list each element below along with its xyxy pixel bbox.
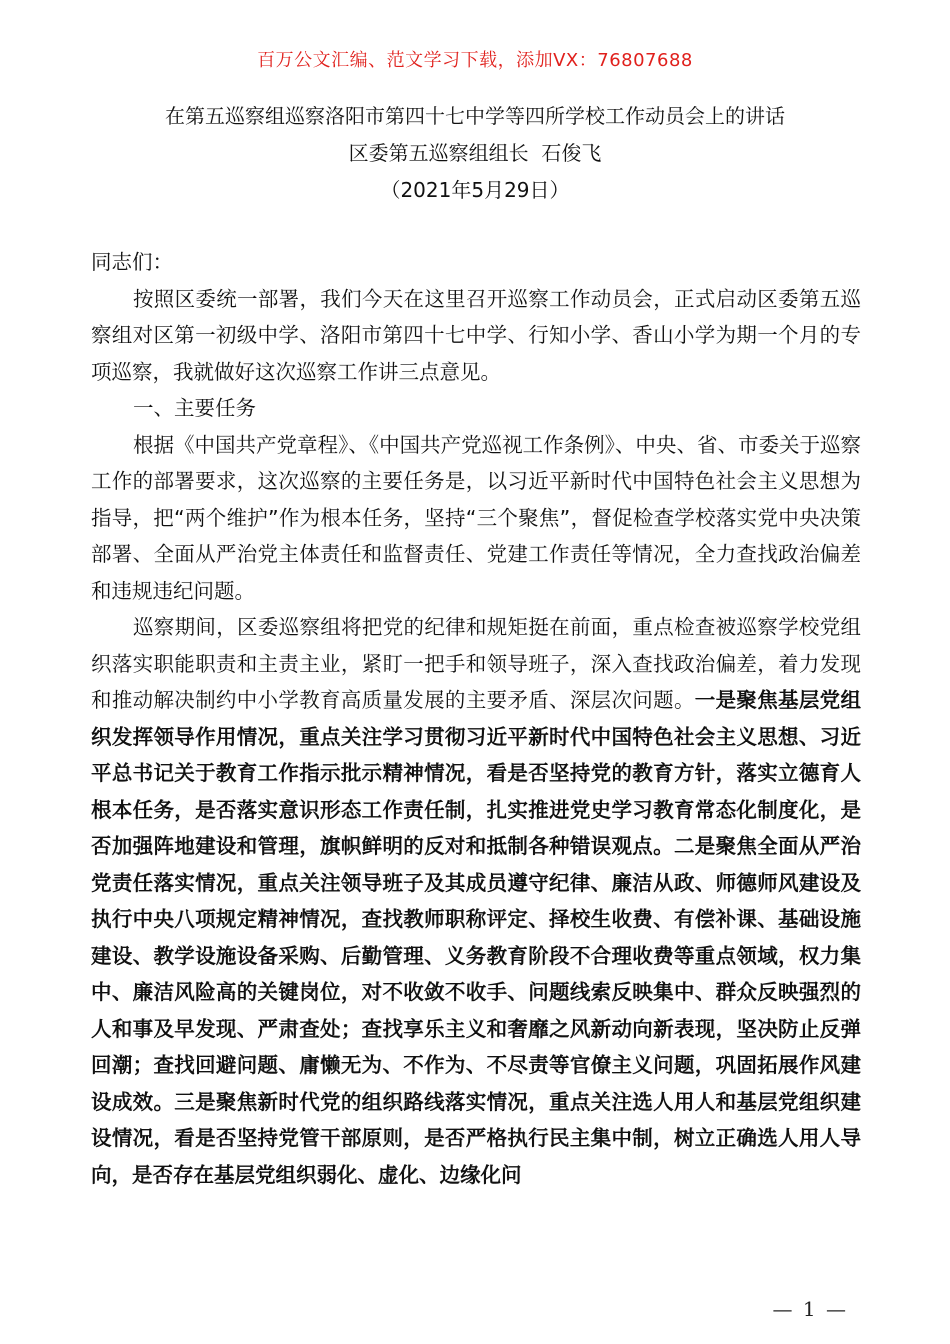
paragraph-inspection-intro: 巡察期间，区委巡察组将把党的纪律和规矩挺在前面，重点检查被巡察学校党组织落实职能职责和主责主业，紧盯一把手和领导班子，深入查找政治偏差，着力发现和推动解决制约中小学教育高质量发展的主要矛盾、深层次问题。 bbox=[91, 615, 861, 712]
speech-body bbox=[91, 244, 861, 1193]
speaker-line: 区委第五巡察组组长 石俊飞 bbox=[348, 141, 602, 165]
paragraph-three-focus-points: 一是聚焦基层党组织发挥领导作用情况，重点关注学习贯彻习近平新时代中国特色社会主义思想、习近平总书记关于教育工作指示批示精神情况，看是否坚持党的教育方针，落实立德育人根本任务，是否落实意识形态工作责任制，扎实推进党史学习教育常态化制度化，是否加强阵地建设和管理，旗帜鲜明的反对和抵制各种错误观点。二是聚焦全面从严治党责任落实情况，重点关注领导班子及其成员遵守纪律、廉洁从政、师德师风建设及执行中央八项规定精神情况，查找教师职称评定、择校生收费、有偿补课、基础设施建设、教学设施设备采购、后勤管理、义务教育阶段不合理收费等重点领域，权力集中、廉洁风险高的关键岗位，对不收敛不收手、问题线索反映集中、群众反映强烈的人和事及早发现、严肃查处；查找享乐主义和奢靡之风新动向新表现，坚决防止反弹回潮；查找回避问题、庸懒无为、不作为、不尽责等官僚主义问题，巩固拓展作风建设成效。三是聚焦新时代党的组织路线落实情况，重点关注选人用人和基层党组织建设情况，看是否坚持党管干部原则，是否严格执行民主集中制，树立正确选人用人导向，是否存在基层党组织弱化、虚化、边缘化问 bbox=[91, 688, 862, 1187]
section-heading-main-tasks: 一、主要任务 bbox=[133, 396, 256, 420]
paragraph-intro: 按照区委统一部署，我们今天在这里召开巡察工作动员会，正式启动区委第五巡察组对区第一初级中学、洛阳市第四十七中学、行知小学、香山小学为期一个月的专项巡察，我就做好这次巡察工作讲三点意见。 bbox=[91, 286, 861, 384]
salutation: 同志们： bbox=[91, 250, 173, 274]
paragraph-tasks: 根据《中国共产党章程》、《中国共产党巡视工作条例》、中央、省、市委关于巡察工作的部署要求，这次巡察的主要任务是，以习近平新时代中国特色社会主义思想为指导，把“两个维护”作为根本任务，坚持“三个聚焦”，督促检查学校落实党中央决策部署、全面从严治党主体责任和监督责任、党建工作责任等情况，全力查找政治偏差和违规违纪问题。 bbox=[91, 432, 861, 603]
page-number: — 1 — bbox=[772, 1297, 848, 1321]
speech-title: 在第五巡察组巡察洛阳市第四十七中学等四所学校工作动员会上的讲话 bbox=[165, 104, 785, 128]
paragraph-inspection-focus bbox=[91, 609, 861, 1193]
speech-date: （2021年5月29日） bbox=[380, 178, 570, 202]
watermark-banner: 百万公文汇编、范文学习下载，添加VX：76807688 bbox=[257, 50, 693, 71]
title-block bbox=[0, 98, 950, 209]
